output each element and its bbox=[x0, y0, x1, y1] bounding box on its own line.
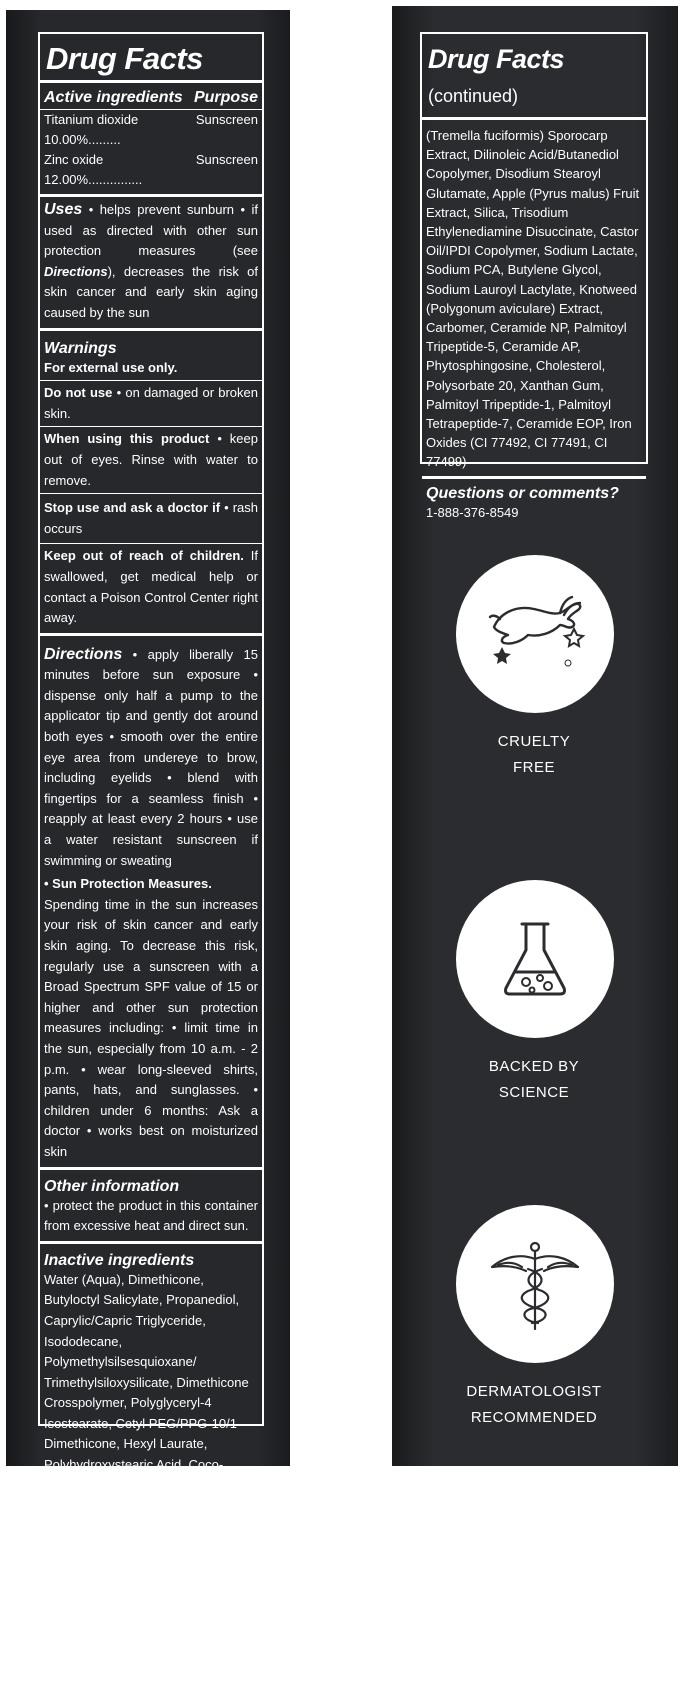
continued-ingredients-section bbox=[422, 117, 646, 476]
leaping-bunny-icon bbox=[456, 555, 614, 713]
active-ingredient-row: Titanium dioxide 10.00%......... Sunscreen bbox=[44, 112, 258, 147]
uses-section: Uses • helps prevent sunburn • if used as directed with other sun protection measures (see Directions), decreases the risk of skin cancer and early skin aging caused by the sun bbox=[40, 194, 262, 328]
purpose-heading: Purpose bbox=[193, 89, 258, 106]
do-not-use-text: Do not use • on damaged or broken skin. bbox=[44, 385, 258, 421]
dermatologist-recommended-badge bbox=[456, 1205, 614, 1363]
directions-reference: Directions bbox=[44, 263, 108, 279]
backed-by-science-label: BACKED BY SCIENCE bbox=[488, 1058, 580, 1101]
drug-facts-title: Drug Facts bbox=[428, 44, 565, 74]
warnings-section bbox=[40, 328, 262, 633]
backed-by-science-badge bbox=[456, 880, 614, 1038]
other-information-section bbox=[40, 1167, 262, 1241]
inactive-ingredients-text: Water (Aqua), Dimethicone, Butyloctyl Salicylate, Propanediol, Caprylic/Capric Triglyceride, Isododecane, Polymethylsilsesquioxane/ Trimethylsiloxysilicate, Dimethicone Crosspolymer, Polyglyceryl-4 Isostearate, Cetyl PEG/PPG-10/1 Dimethicone, Hexyl Laurate, Polyhydroxystearic Acid, Coco-Caprylate/ Caprate, Sodium Chloride, 1,2-Hexanediol, Dimethicone/Vinyl Dimethicone Crosspolymer, Polyphenylsilsesquioxane, Glycerin, Caprylhydroxamic Acid, Watermelon (Citrullus lanatus) Fruit Extract, Polyglyceryl-6 Polyricinoleate, Lentil (Lens esculenta) Fruit Extract, Mushroom bbox=[44, 1271, 254, 1678]
phone-number: 1-888-376-8549 bbox=[426, 504, 519, 520]
active-ingredient-row: Zinc oxide 12.00%............... Sunscreen bbox=[44, 152, 258, 187]
inactive-ingredients-section bbox=[40, 1241, 262, 1686]
sun-protection-label: • Sun Protection Measures. bbox=[44, 876, 212, 892]
continued-ingredients-text: (Tremella fuciformis) Sporocarp Extract, Dilinoleic Acid/Butanediol Copolymer, Disodium Stearoyl Glutamate, Apple (Pyrus malus) Fruit Extract, Silica, Trisodium Ethylenediamine Disuccinate, Castor Oil/IPDI Copolymer, Sodium Lactate, Sodium PCA, Butylene Glycol, Sodium Lauroyl Lactylate, Knotweed (Polygonum aviculare) Extract, Carbomer, Ceramide NP, Palmitoyl Tripeptide-5, Ceramide AP, Phytosphingosine, Cholesterol, Polysorbate 20, Xanthan Gum, Palmitoyl Tripeptide-1, Palmitoyl Tetrapeptide-7, Ceramide EOP, Iron Oxides (CI 77492, CI 77491, CI 77499) bbox=[426, 128, 640, 470]
cruelty-free-label: CRUELTY FREE bbox=[497, 733, 571, 776]
keep-out-of-reach-text: Keep out of reach of children. If swallowed, get medical help or contact a Poison Control Center right away. bbox=[44, 548, 258, 626]
uses-heading: Uses bbox=[44, 201, 83, 218]
drug-facts-title-section bbox=[40, 34, 262, 80]
other-information-text: • protect the product in this container from excessive heat and direct sun. bbox=[44, 1197, 258, 1234]
flask-icon bbox=[456, 880, 614, 1038]
drug-facts-title: Drug Facts bbox=[46, 41, 203, 76]
caduceus-icon bbox=[456, 1205, 614, 1363]
directions-heading: Directions bbox=[44, 645, 123, 663]
active-ingredients-heading: Active ingredients bbox=[44, 89, 183, 106]
questions-section bbox=[422, 476, 646, 528]
drug-facts-box bbox=[38, 32, 264, 1678]
inactive-ingredients-heading: Inactive ingredients bbox=[44, 1251, 195, 1269]
other-information-heading: Other information bbox=[44, 1177, 180, 1195]
sun-protection-text: Spending time in the sun increases your risk of skin cancer and early skin aging. To decrease this risk, regularly use a sunscreen with a Broad Spectrum SPF value of 15 or higher and other sun protection measures including: • limit time in the sun, especially from 10 a.m. - 2 p.m. • wear long-sleeved shirts, pants, hats, and sunglasses. • children under 6 months: Ask a doctor • works best on moisturized skin bbox=[44, 896, 258, 1159]
drug-facts-continued-title-section bbox=[422, 34, 646, 117]
continued-label: (continued) bbox=[428, 86, 519, 106]
dermatologist-recommended-label: DERMATOLOGIST RECOMMENDED bbox=[466, 1383, 602, 1426]
cruelty-free-badge bbox=[456, 555, 614, 713]
questions-heading: Questions or comments? bbox=[426, 484, 619, 502]
active-ingredients-section bbox=[40, 80, 262, 194]
external-use-text: For external use only. bbox=[44, 359, 178, 375]
continued-arrow-icon bbox=[113, 1665, 126, 1679]
stop-use-text: Stop use and ask a doctor if • rash occurs bbox=[44, 500, 258, 536]
when-using-text: When using this product • keep out of eyes. Rinse with water to remove. bbox=[44, 431, 258, 488]
directions-section: Directions • apply liberally 15 minutes before sun exposure • dispense only half a pump to the applicator tip and gently dot around both eyes • smooth over the entire eye area from undereye to brow, including eyelids • blend with fingertips for a seamless finish • reapply at least every 2 hours • use a water resistant sunscreen if swimming or sweating • Sun Protection Measures. Spending time in the sun increases your risk of skin cancer and early skin aging. To decrease this risk, regularly use a sunscreen with a Broad Spectrum SPF value of 15 or higher and other sun protection measures including: • limit time in the sun, especially from 10 a.m. - 2 p.m. • wear long-sleeved shirts, pants, hats, and sunglasses. • children under 6 months: Ask a doctor • works best on moisturized skin bbox=[40, 633, 262, 1167]
drug-facts-continued-box bbox=[420, 32, 648, 520]
warnings-heading: Warnings bbox=[44, 339, 117, 357]
